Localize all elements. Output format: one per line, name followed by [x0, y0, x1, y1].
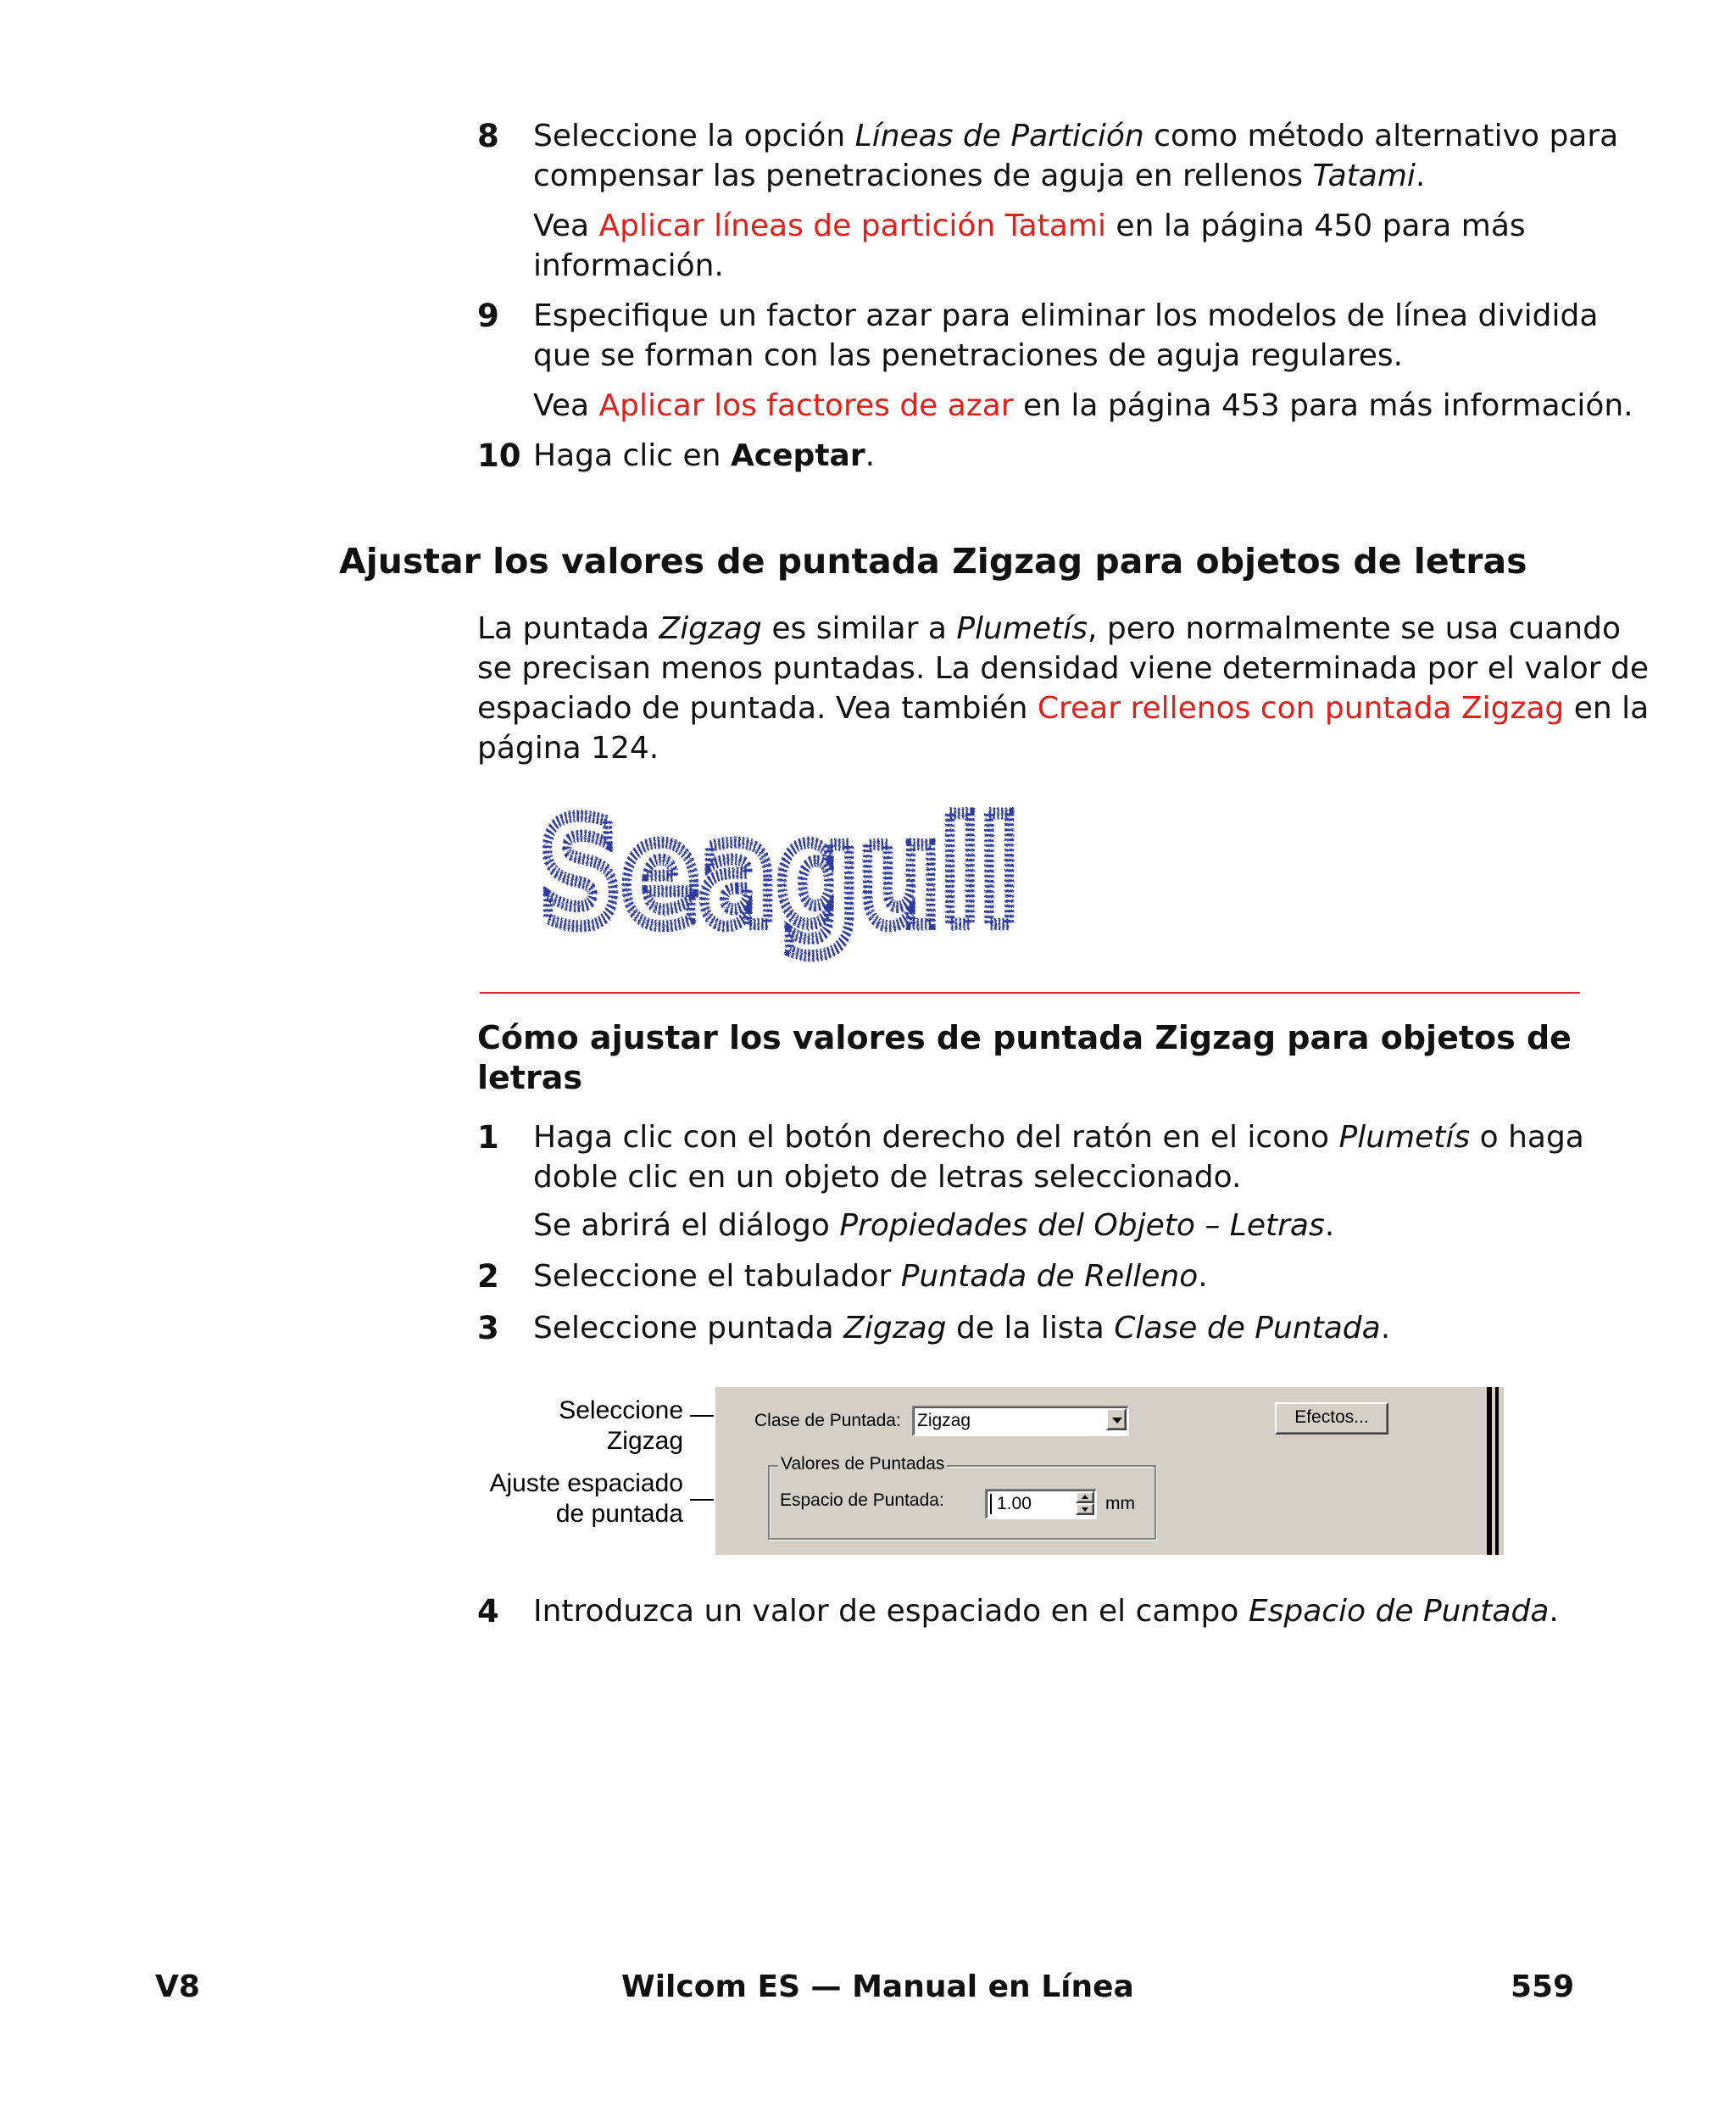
step-number: 2 [477, 1258, 499, 1295]
panel-right-frame [1495, 1387, 1499, 1555]
callout-select-zigzag: Seleccione Zigzag [559, 1396, 683, 1455]
cross-reference-link[interactable]: Aplicar líneas de partición Tatami [598, 209, 1106, 243]
arrow-down-icon [1082, 1507, 1088, 1512]
footer-page-number: 559 [1511, 1969, 1575, 2004]
effects-button-label: Efectos... [1294, 1407, 1369, 1427]
stitch-type-value: Zigzag [917, 1411, 971, 1430]
spacing-value: 1.00 [997, 1494, 1032, 1513]
step-number: 8 [477, 118, 499, 154]
step-text: Haga clic en Aceptar. [533, 438, 876, 473]
spacing-input[interactable] [985, 1489, 1097, 1519]
spinner-down-button[interactable] [1076, 1503, 1094, 1515]
step-number: 4 [477, 1593, 499, 1630]
cross-reference-link[interactable]: Aplicar los factores de azar [598, 388, 1014, 423]
step-number: 9 [477, 298, 499, 334]
step-text: Haga clic con el botón derecho del ratón en el icono Plumetís o haga doble clic en un objeto de letras seleccionado. [533, 1120, 1584, 1195]
dropdown-arrow-button[interactable] [1106, 1408, 1127, 1430]
step-text: Seleccione la opción Líneas de Partición como método alternativo para compensar las penetraciones de aguja en rellenos Tatami. [533, 119, 1619, 193]
step-text: Seleccione puntada Zigzag de la lista Clase de Puntada. [533, 1311, 1391, 1345]
spacing-label: Espacio de Puntada: [780, 1490, 944, 1510]
spacing-unit: mm [1105, 1494, 1135, 1513]
see-also: Vea Aplicar los factores de azar en la página 453 para más información. [533, 388, 1633, 423]
procedure-heading: Cómo ajustar los valores de puntada Zigzag para objetos de letras [477, 1019, 1572, 1096]
step-text: Especifique un factor azar para eliminar los modelos de línea dividida que se forman con las penetraciones de aguja regulares. [533, 298, 1599, 373]
section-divider [480, 992, 1580, 994]
step-number: 1 [477, 1119, 499, 1156]
footer-title: Wilcom ES — Manual en Línea [621, 1969, 1134, 2004]
arrow-up-icon [1082, 1495, 1088, 1499]
spinner-up-button[interactable] [1076, 1491, 1094, 1503]
intro-paragraph: La puntada Zigzag es similar a Plumetís, pero normalmente se usa cuando se precisan menos puntadas. La densidad viene determinada por el valor de espaciado de puntada. Vea también Crear rellenos con puntada Zigzag en la página 124. [477, 611, 1650, 766]
stitch-type-dropdown[interactable] [912, 1406, 1129, 1436]
cross-reference-link[interactable]: Crear rellenos con puntada Zigzag [1037, 691, 1565, 726]
effects-button[interactable] [1275, 1402, 1388, 1435]
step-text: Introduzca un valor de espaciado en el campo Espacio de Puntada. [533, 1594, 1559, 1629]
stitch-type-label: Clase de Puntada: [754, 1411, 901, 1430]
seagull-text: Seagull [539, 788, 1019, 959]
see-also: Vea Aplicar líneas de partición Tatami en la página 450 para más información. [533, 209, 1526, 283]
text-cursor [990, 1494, 992, 1514]
step-text: Seleccione el tabulador Puntada de Relleno. [533, 1259, 1208, 1294]
chevron-down-icon [1112, 1418, 1122, 1423]
footer-version: V8 [155, 1969, 200, 2004]
step-number: 3 [477, 1310, 499, 1346]
step-number: 10 [477, 437, 521, 474]
step-note: Se abrirá el diálogo Propiedades del Objeto – Letras. [533, 1208, 1335, 1243]
zigzag-lettering-sample [534, 788, 1026, 967]
group-label: Valores de Puntadas [778, 1454, 947, 1474]
panel-right-frame [1487, 1387, 1492, 1555]
callout-adjust-spacing: Ajuste espaciado de puntada [489, 1469, 683, 1528]
stitch-settings-panel [714, 1385, 1504, 1555]
stitch-values-group [768, 1454, 1156, 1540]
section-heading: Ajustar los valores de puntada Zigzag para objetos de letras [339, 541, 1527, 582]
